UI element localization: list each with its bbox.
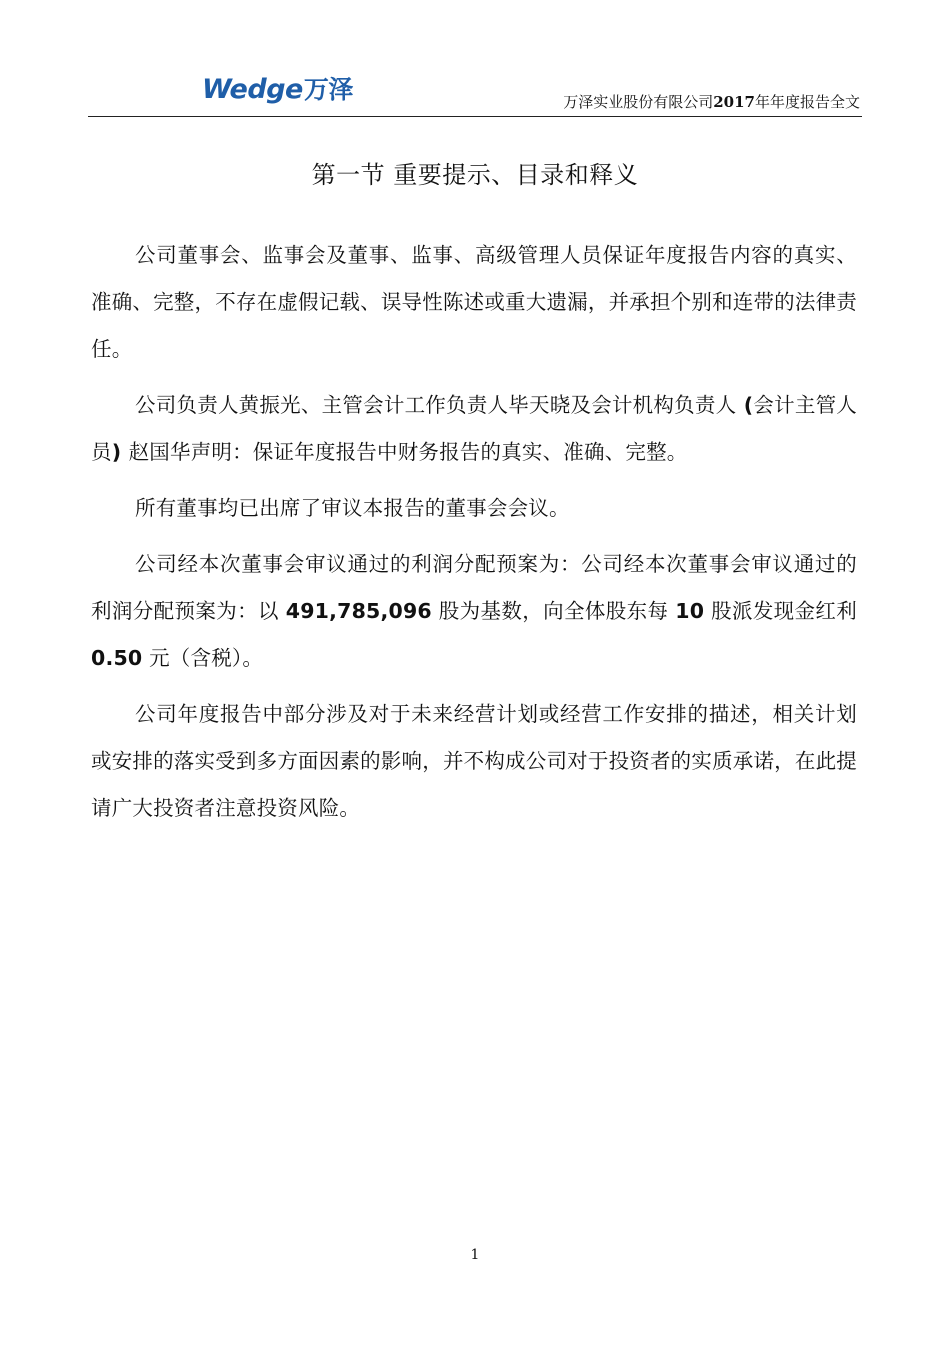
dividend-text-a: 公司经本次董事会审议通过的利润分配预案为：公司经本次董事会审议通过的利润分配预案为：以 (91, 552, 857, 623)
paragraph-responsibility: 公司董事会、监事会及董事、监事、高级管理人员保证年度报告内容的真实、准确、完整，不存在虚假记载、误导性陈述或重大遗漏，并承担个别和连带的法律责任。 (91, 243, 857, 361)
dividend-text-b: 股为基数，向全体股东每 (431, 599, 676, 623)
declaration-text-b: 会计主管人员 (91, 393, 858, 464)
declaration-text-a: 公司负责人黄振光、主管会计工作负责人毕天晓及会计机构负责人 (135, 393, 737, 417)
report-suffix: 年年度报告全文 (754, 93, 860, 111)
wedge-logo (202, 70, 353, 106)
paragraph-attendance: 所有董事均已出席了审议本报告的董事会会议。 (135, 496, 570, 520)
report-company: 万泽实业股份有限公司 (563, 93, 714, 111)
paragraph-dividend (91, 541, 857, 682)
logo-cjk-text: 万泽 (303, 75, 353, 104)
document-body (91, 232, 857, 841)
report-year: 2017 (713, 93, 755, 111)
section-title: 第一节 重要提示、目录和释义 (311, 161, 639, 189)
per-share-count: 10 (675, 599, 705, 623)
report-title-header (563, 91, 860, 112)
dividend-text-d: 元（含税）。 (142, 646, 264, 670)
paren-close: ) (111, 440, 129, 464)
paragraph-declaration (91, 382, 857, 476)
declaration-text-c: 赵国华声明：保证年度报告中财务报告的真实、准确、完整。 (128, 440, 688, 464)
share-base-number: 491,785,096 (285, 599, 432, 623)
page-header (88, 60, 862, 117)
logo-latin-text: Wedge (202, 74, 303, 105)
dividend-amount: 0.50 (91, 646, 143, 670)
page-number: 1 (470, 1247, 480, 1263)
dividend-text-c: 股派发现金红利 (704, 599, 857, 623)
paren-open: ( (736, 393, 754, 417)
paragraph-risk-notice: 公司年度报告中部分涉及对于未来经营计划或经营工作安排的描述，相关计划或安排的落实受到多方面因素的影响，并不构成公司对于投资者的实质承诺，在此提请广大投资者注意投资风险。 (91, 702, 857, 820)
